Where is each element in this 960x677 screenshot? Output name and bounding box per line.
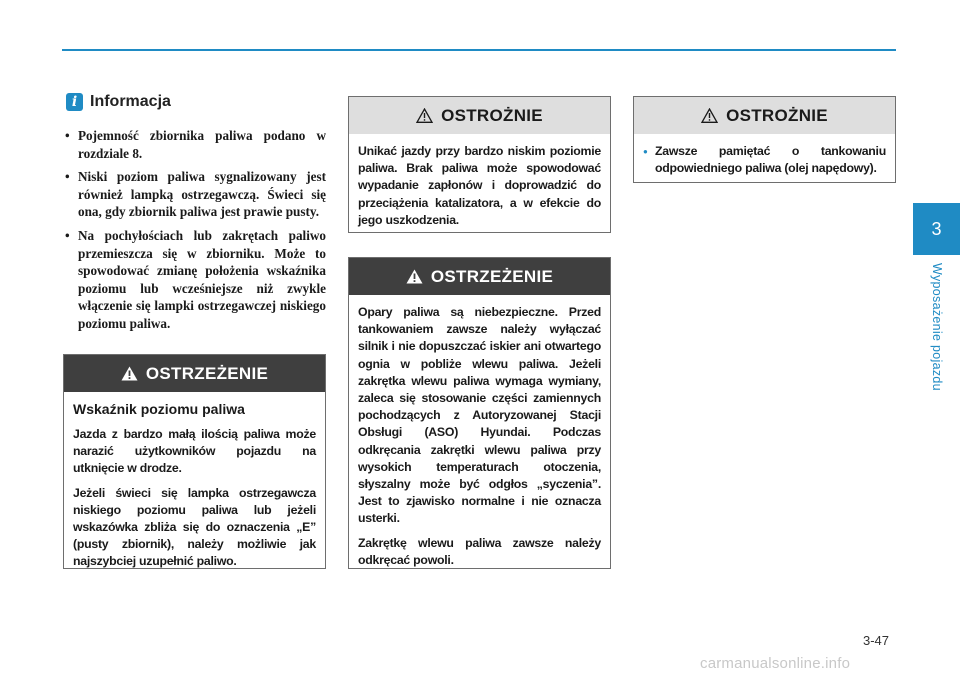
top-rule (62, 49, 896, 51)
caution-paragraph: Unikać jazdy przy bardzo niskim poziomie paliwa. Brak paliwa może spowodować wypadanie zapłonów i doprowadzić do przeciążenia katalizatora, a w efekcie do jego uszkodzenia. (358, 144, 601, 227)
warning-box-fuel-vapors (348, 257, 611, 569)
info-bullet: • Na pochyłościach lub zakrętach paliwo przemieszcza się w zbiorniku. Może to spowodować zmianę położenia wskaźnika poziomu lub wcześniejsze niż zwykle włączenie się lampki ostrzegawczej niskiego poziomu paliwa. (64, 227, 326, 333)
caution-header-label: OSTROŻNIE (441, 105, 543, 125)
warning-paragraph: Zakrętkę wlewu paliwa zawsze należy odkręcać powoli. (358, 535, 601, 567)
warning-paragraph: Jeżeli świeci się lampka ostrzegawcza niskiego poziomu paliwa lub jeżeli wskazówka zbliża się do oznaczenia „E” (pusty zbiornik), należy możliwie jak najszybciej uzupełnić paliwo. (73, 485, 316, 569)
warning-header (349, 258, 610, 295)
chapter-tab: 3 (913, 203, 960, 255)
warning-paragraph: Opary paliwa są niebezpieczne. Przed tankowaniem zawsze należy wyłączać silnik i nie dopuszczać iskier ani otwartego ognia w pobliże wlewu paliwa. Jeżeli zakrętka wlewu paliwa wymaga wymiany, zaleca się stosowanie części zamiennych pochodzących z Autoryzowanej Stacji Obsługi (ASO) Hyundai. Podczas odkręcania zakrętki wlewu paliwa przy wysokich temperaturach otoczenia, słyszalny może być odgłos „syczenia”. Jest to zjawisko normalne i nie oznacza usterki. (358, 305, 601, 526)
watermark: carmanualsonline.info (700, 655, 851, 672)
info-icon: i (66, 93, 83, 111)
info-title: Informacja (90, 93, 171, 110)
caution-bullet: ● Zawsze pamiętać o tankowaniu odpowiedniego paliwa (olej napędowy). (643, 143, 886, 177)
page-number: 3-47 (863, 633, 890, 648)
warning-subtitle: Wskaźnik poziomu paliwa (73, 401, 245, 417)
caution-header-label: OSTROŻNIE (726, 105, 828, 125)
caution-box-correct-fuel (633, 96, 896, 183)
info-bullet: • Niski poziom paliwa sygnalizowany jest również lampką ostrzegawczą. Świeci się ona, gdy zbiornik paliwa jest prawie pusty. (64, 168, 326, 221)
info-header (66, 93, 171, 111)
caution-header (634, 97, 895, 134)
info-bullets (64, 127, 326, 339)
caution-header (349, 97, 610, 134)
warning-icon (121, 366, 138, 381)
warning-header-label: OSTRZEŻENIE (430, 266, 554, 286)
caution-box-low-fuel (348, 96, 611, 233)
warning-icon (406, 269, 423, 284)
warning-header (64, 355, 325, 392)
info-bullet: • Pojemność zbiornika paliwa podano w rozdziale 8. (64, 127, 326, 162)
caution-icon (416, 108, 433, 123)
warning-header-label: OSTRZEŻENIE (145, 363, 269, 383)
caution-icon (701, 108, 718, 123)
warning-paragraph: Jazda z bardzo małą ilością paliwa może narazić użytkowników pojazdu na utknięcie w drodze. (73, 427, 316, 476)
chapter-label: Wyposażenie pojazdu (930, 263, 944, 391)
warning-box-fuel-gauge (63, 354, 326, 569)
